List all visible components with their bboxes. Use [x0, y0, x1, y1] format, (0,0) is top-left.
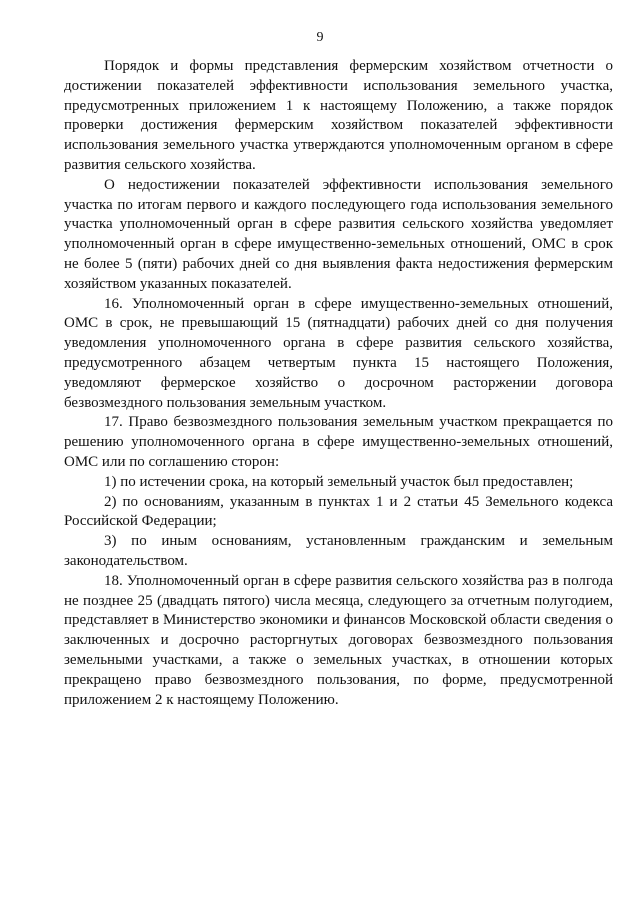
- list-item-3: 3) по иным основаниям, установленным гражданским и земельным законодательством.: [64, 533, 613, 569]
- paragraph-reporting-procedure: Порядок и формы представления фермерским хозяйством отчетности о достижении показателей эффективности использования земельного участка, предусмотренных приложением 1 к настоящему Положению, а также порядок проверки достижения фермерским хозяйством показателей эффективности использования земельного участка утверждаются уполномоченным органом в сфере развития сельского хозяйства.: [64, 58, 613, 173]
- paragraph-clause-18: 18. Уполномоченный орган в сфере развития сельского хозяйства раз в полгода не позднее 25 (двадцать пятого) числа месяца, следующего за отчетным полугодием, представляет в Министерство экономики и финансов Московской области сведения о заключенных и досрочно расторгнутых договорах безвозмездного пользования земельными участками, а также о земельных участках, в отношении которых прекращено право безвозмездного пользования, по форме, предусмотренной приложением 2 к настоящему Положению.: [64, 572, 613, 708]
- document-body: [64, 57, 613, 710]
- list-item-1: 1) по истечении срока, на который земельный участок был предоставлен;: [104, 473, 574, 490]
- paragraph-non-achievement-notice: О недостижении показателей эффективности использования земельного участка по итогам первого и каждого последующего года использования земельного участка уполномоченный орган в сфере развития сельского хозяйства уведомляет уполномоченный орган в сфере имущественно-земельных отношений, ОМС в срок не более 5 (пяти) рабочих дней со дня выявления факта недостижения фермерским хозяйством указанных показателей.: [64, 176, 613, 292]
- list-item-2: 2) по основаниям, указанным в пунктах 1 и 2 статьи 45 Земельного кодекса Российской Федерации;: [64, 493, 613, 530]
- paragraph-clause-17: 17. Право безвозмездного пользования земельным участком прекращается по решению уполномоченного органа в сфере имущественно-земельных отношений, ОМС или по соглашению сторон:: [64, 414, 613, 470]
- paragraph-clause-16: 16. Уполномоченный орган в сфере имущественно-земельных отношений, ОМС в срок, не превышающий 15 (пятнадцати) рабочих дней со дня получения уведомления уполномоченного органа в сфере развития сельского хозяйства, предусмотренного абзацем четвертым пункта 15 настоящего Положения, уведомляют фермерское хозяйство о досрочном расторжении договора безвозмездного пользования земельным участком.: [64, 295, 613, 411]
- page-number: 9: [316, 30, 324, 45]
